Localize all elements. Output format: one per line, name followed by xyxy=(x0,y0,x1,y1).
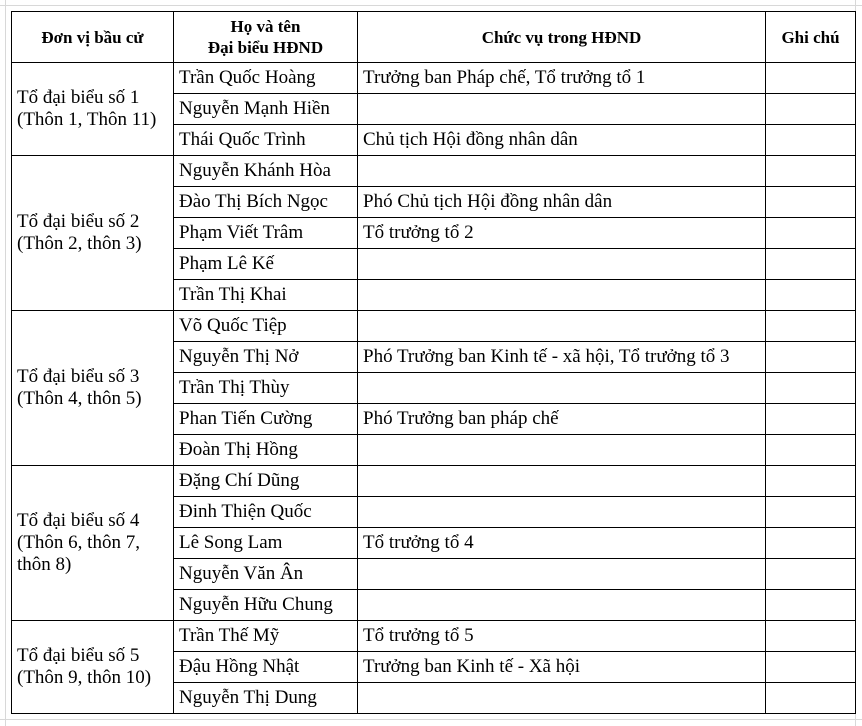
unit-text-line: (Thôn 1, Thôn 11) xyxy=(17,109,157,130)
note-cell[interactable] xyxy=(766,497,856,528)
note-cell[interactable] xyxy=(766,311,856,342)
note-cell[interactable] xyxy=(766,249,856,280)
position-cell[interactable]: Phó Trưởng ban pháp chế xyxy=(358,404,766,435)
note-cell[interactable] xyxy=(766,559,856,590)
position-cell[interactable]: Trưởng ban Kinh tế - Xã hội xyxy=(358,652,766,683)
position-cell[interactable] xyxy=(358,435,766,466)
table-row xyxy=(12,466,856,497)
delegate-name-cell[interactable]: Nguyễn Thị Dung xyxy=(174,683,358,714)
position-cell[interactable] xyxy=(358,683,766,714)
note-cell[interactable] xyxy=(766,373,856,404)
note-cell[interactable] xyxy=(766,404,856,435)
delegate-table xyxy=(11,11,856,714)
position-cell[interactable] xyxy=(358,94,766,125)
header-unit[interactable]: Đơn vị bầu cử xyxy=(12,12,174,63)
delegate-name-cell[interactable]: Đặng Chí Dũng xyxy=(174,466,358,497)
note-cell[interactable] xyxy=(766,125,856,156)
sheet-gridline xyxy=(5,0,6,726)
unit-cell[interactable] xyxy=(12,311,174,466)
delegate-name-cell[interactable]: Đinh Thiện Quốc xyxy=(174,497,358,528)
note-cell[interactable] xyxy=(766,63,856,94)
unit-text-line: (Thôn 4, thôn 5) xyxy=(17,388,142,409)
delegate-name-cell[interactable]: Nguyễn Hữu Chung xyxy=(174,590,358,621)
position-cell[interactable]: Chủ tịch Hội đồng nhân dân xyxy=(358,125,766,156)
position-cell[interactable]: Tổ trưởng tổ 4 xyxy=(358,528,766,559)
position-cell[interactable] xyxy=(358,156,766,187)
header-note[interactable]: Ghi chú xyxy=(766,12,856,63)
delegate-name-cell[interactable]: Phan Tiến Cường xyxy=(174,404,358,435)
delegate-name-cell[interactable]: Đậu Hồng Nhật xyxy=(174,652,358,683)
delegate-name-cell[interactable]: Võ Quốc Tiệp xyxy=(174,311,358,342)
unit-cell[interactable] xyxy=(12,63,174,156)
delegate-name-cell[interactable]: Lê Song Lam xyxy=(174,528,358,559)
unit-text-line: Tổ đại biểu số 3 xyxy=(17,366,140,387)
unit-text-line: thôn 8) xyxy=(17,554,72,575)
table-row xyxy=(12,621,856,652)
position-cell[interactable] xyxy=(358,373,766,404)
table-header xyxy=(12,12,856,63)
position-cell[interactable]: Tổ trưởng tổ 2 xyxy=(358,218,766,249)
position-cell[interactable] xyxy=(358,466,766,497)
sheet-gridline xyxy=(0,719,862,720)
position-cell[interactable] xyxy=(358,280,766,311)
delegate-name-cell[interactable]: Nguyễn Khánh Hòa xyxy=(174,156,358,187)
header-name-line2: Đại biểu HĐND xyxy=(207,38,324,57)
header-position[interactable]: Chức vụ trong HĐND xyxy=(358,12,766,63)
position-cell[interactable] xyxy=(358,497,766,528)
table-row xyxy=(12,311,856,342)
note-cell[interactable] xyxy=(766,187,856,218)
position-cell[interactable] xyxy=(358,249,766,280)
delegate-name-cell[interactable]: Đào Thị Bích Ngọc xyxy=(174,187,358,218)
position-cell[interactable]: Phó Trưởng ban Kinh tế - xã hội, Tổ trưởng tổ 3 xyxy=(358,342,766,373)
delegate-name-cell[interactable]: Trần Thế Mỹ xyxy=(174,621,358,652)
unit-text-line: (Thôn 9, thôn 10) xyxy=(17,667,152,688)
note-cell[interactable] xyxy=(766,528,856,559)
delegate-name-cell[interactable]: Nguyễn Thị Nở xyxy=(174,342,358,373)
position-cell[interactable] xyxy=(358,559,766,590)
delegate-name-cell[interactable]: Nguyễn Văn Ân xyxy=(174,559,358,590)
unit-cell[interactable] xyxy=(12,621,174,714)
delegate-name-cell[interactable]: Nguyễn Mạnh Hiền xyxy=(174,94,358,125)
note-cell[interactable] xyxy=(766,218,856,249)
table-body xyxy=(12,63,856,714)
note-cell[interactable] xyxy=(766,683,856,714)
note-cell[interactable] xyxy=(766,466,856,497)
unit-text-line: Tổ đại biểu số 2 xyxy=(17,211,140,232)
unit-cell[interactable] xyxy=(12,156,174,311)
delegate-name-cell[interactable]: Phạm Viết Trâm xyxy=(174,218,358,249)
unit-text-line: (Thôn 6, thôn 7, xyxy=(17,532,140,553)
header-name[interactable] xyxy=(174,12,358,63)
table-row xyxy=(12,63,856,94)
position-cell[interactable]: Trưởng ban Pháp chế, Tổ trưởng tổ 1 xyxy=(358,63,766,94)
delegate-name-cell[interactable]: Đoàn Thị Hồng xyxy=(174,435,358,466)
delegate-name-cell[interactable]: Trần Quốc Hoàng xyxy=(174,63,358,94)
unit-text-line: Tổ đại biểu số 1 xyxy=(17,87,140,108)
unit-text-line: Tổ đại biểu số 5 xyxy=(17,645,140,666)
note-cell[interactable] xyxy=(766,342,856,373)
unit-text-line: (Thôn 2, thôn 3) xyxy=(17,233,142,254)
position-cell[interactable] xyxy=(358,311,766,342)
unit-cell[interactable] xyxy=(12,466,174,621)
delegate-name-cell[interactable]: Thái Quốc Trình xyxy=(174,125,358,156)
note-cell[interactable] xyxy=(766,652,856,683)
unit-text-line: Tổ đại biểu số 4 xyxy=(17,510,140,531)
delegate-name-cell[interactable]: Phạm Lê Kế xyxy=(174,249,358,280)
note-cell[interactable] xyxy=(766,621,856,652)
sheet-gridline xyxy=(0,5,862,6)
position-cell[interactable]: Phó Chủ tịch Hội đồng nhân dân xyxy=(358,187,766,218)
note-cell[interactable] xyxy=(766,280,856,311)
header-name-line1: Họ và tên xyxy=(230,17,301,36)
delegate-name-cell[interactable]: Trần Thị Thùy xyxy=(174,373,358,404)
delegate-name-cell[interactable]: Trần Thị Khai xyxy=(174,280,358,311)
position-cell[interactable]: Tổ trưởng tổ 5 xyxy=(358,621,766,652)
header-row xyxy=(12,12,856,63)
note-cell[interactable] xyxy=(766,94,856,125)
note-cell[interactable] xyxy=(766,435,856,466)
table-row xyxy=(12,156,856,187)
note-cell[interactable] xyxy=(766,156,856,187)
note-cell[interactable] xyxy=(766,590,856,621)
position-cell[interactable] xyxy=(358,590,766,621)
